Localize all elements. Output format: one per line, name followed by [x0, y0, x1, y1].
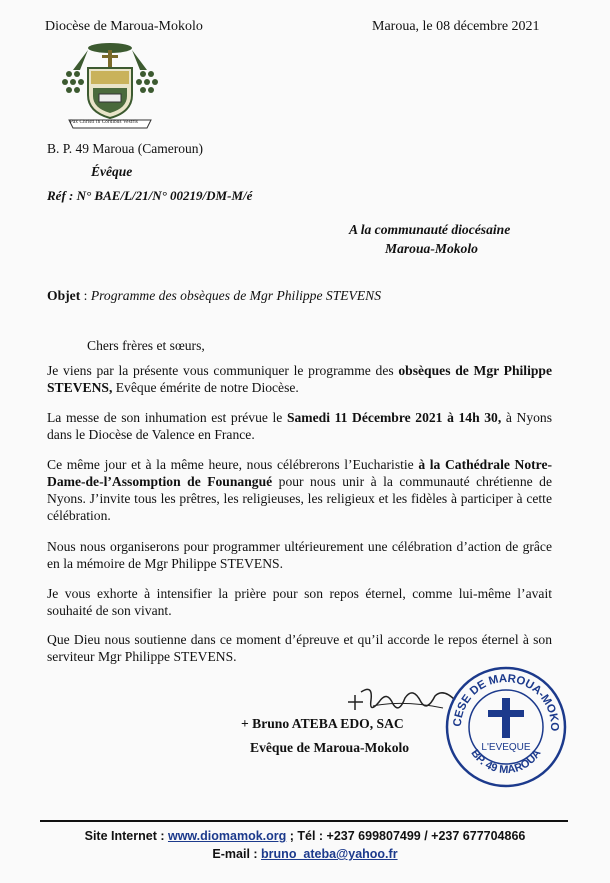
signatory-title: Evêque de Maroua-Mokolo	[250, 740, 410, 755]
p2-a: La messe de son inhumation est prévue le	[47, 410, 287, 425]
footer-divider	[40, 820, 568, 822]
recipient-line2: Maroua-Mokolo	[385, 241, 478, 256]
site-link[interactable]: www.diomamok.org	[167, 829, 287, 843]
salutation: Chers frères et sœurs,	[87, 338, 205, 353]
paragraph-1	[47, 362, 552, 396]
address: B. P. 49 Maroua (Cameroun)	[47, 141, 203, 156]
p2-c: à Nyons dans le Diocèse de Valence en France.	[47, 410, 552, 442]
paragraph-4: Nous nous organiserons pour programmer ultérieurement une célébration d’action de grâce en la mémoire de Mgr Philippe STEVENS.	[47, 539, 552, 571]
stamp-top-text: CESE DE MAROUA-MOKO	[451, 672, 561, 732]
p3-c: pour nous unir à la communauté chrétienne de Nyons. J’invite tous les prêtres, les religieuses, les religieux et les fidèles à participer à cette célébration.	[47, 474, 552, 523]
diocese-stamp	[444, 665, 568, 789]
object-line	[47, 288, 381, 304]
footer-line-2	[0, 847, 610, 861]
place-date: Maroua, le 08 décembre 2021	[372, 19, 540, 34]
p2-b: Samedi 11 Décembre 2021 à 14h 30,	[286, 410, 502, 425]
paragraph-2	[47, 409, 552, 443]
object-text: Programme des obsèques de Mgr Philippe STEVENS	[90, 288, 382, 303]
p1-b: obsèques de Mgr Philippe STEVENS,	[47, 363, 552, 395]
p1-c: Evêque émérite de notre Diocèse.	[112, 380, 299, 395]
object-sep: :	[80, 288, 91, 303]
motto: Pax Christi in Cordibus Vestris	[70, 120, 139, 125]
footer-line-1	[0, 829, 610, 843]
p3-b: à la Cathédrale Notre-Dame-de-l’Assomption de Founangué	[47, 457, 552, 489]
signatory-name: + Bruno ATEBA EDO, SAC	[241, 716, 404, 731]
email-label: E-mail :	[212, 847, 262, 861]
p3-a: Ce même jour et à la même heure, nous célébrerons l’Eucharistie	[47, 457, 419, 472]
p1-a: Je viens par la présente vous communiquer le programme des	[47, 363, 399, 378]
coat-of-arms	[55, 40, 165, 132]
object-label: Objet	[47, 288, 81, 303]
stamp-bottom-text: BP. 49 MAROUA	[468, 747, 544, 777]
recipient-line1: A la communauté diocésaine	[349, 222, 511, 237]
role: Évêque	[91, 164, 133, 179]
paragraph-3	[47, 456, 552, 524]
diocese-name: Diocèse de Maroua-Mokolo	[45, 19, 203, 34]
phone-text: ; Tél : +237 699807499 / +237 677704866	[286, 829, 526, 843]
stamp-icon	[444, 665, 568, 789]
email-link[interactable]: bruno_ateba@yahoo.fr	[261, 847, 398, 861]
reference: Réf : N° BAE/L/21/N° 00219/DM-M/é	[47, 188, 253, 203]
stamp-center-text: L'EVEQUE	[481, 742, 531, 753]
site-label: Site Internet :	[84, 829, 168, 843]
paragraph-5: Je vous exhorte à intensifier la prière pour son repos éternel, comme lui-même l’avait souhaité de son vivant.	[47, 586, 552, 618]
paragraph-6: Que Dieu nous soutienne dans ce moment d’épreuve et qu’il accorde le repos éternel à son serviteur Mgr Philippe STEVENS.	[47, 632, 552, 664]
coat-of-arms-icon	[55, 40, 165, 132]
